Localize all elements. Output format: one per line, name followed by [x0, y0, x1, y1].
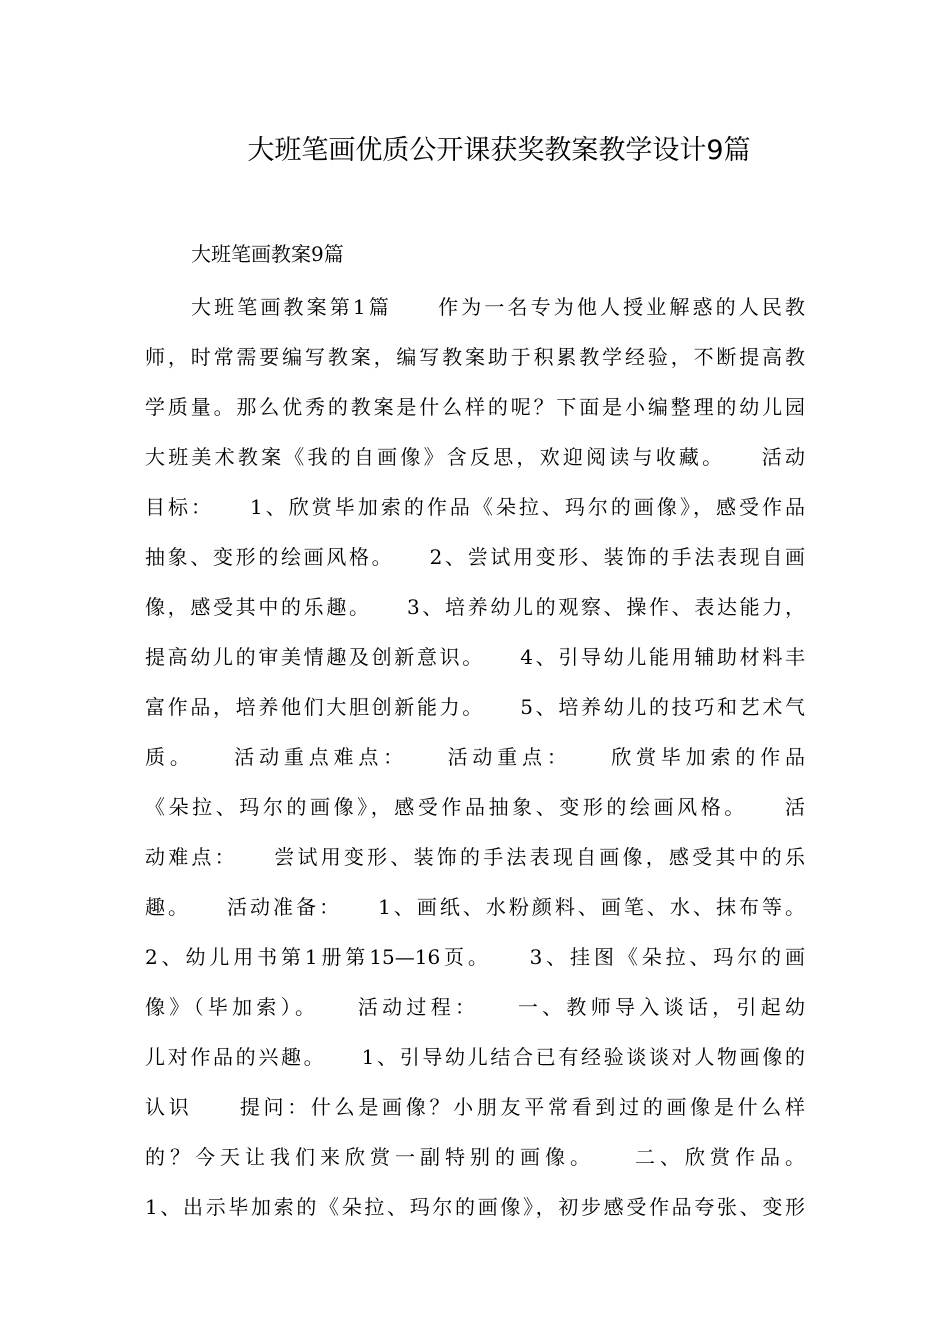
text-line: 大班美术教案《我的自画像》含反思，欢迎阅读与收藏。 活动 [145, 445, 805, 469]
section-heading: 大班笔画教案9篇 [191, 242, 344, 266]
text-line: 认识 提问：什么是画像？小朋友平常看到过的画像是什么样 [145, 1095, 805, 1119]
text-line: 目标： 1、欣赏毕加索的作品《朵拉、玛尔的画像》，感受作品 [145, 495, 805, 519]
text-line: 质。 活动重点难点： 活动重点： 欣赏毕加索的作品 [145, 745, 805, 769]
text-line: 儿对作品的兴趣。 1、引导幼儿结合已有经验谈谈对人物画像的 [145, 1045, 805, 1069]
text-line: 学质量。那么优秀的教案是什么样的呢？下面是小编整理的幼儿园 [145, 395, 805, 419]
text-line: 动难点： 尝试用变形、装饰的手法表现自画像，感受其中的乐 [145, 845, 805, 869]
text-line: 像，感受其中的乐趣。 3、培养幼儿的观察、操作、表达能力， [145, 595, 805, 619]
text-line: 富作品，培养他们大胆创新能力。 5、培养幼儿的技巧和艺术气 [145, 695, 805, 719]
document-title: 大班笔画优质公开课获奖教案教学设计9篇 [247, 135, 751, 166]
text-line: 抽象、变形的绘画风格。 2、尝试用变形、装饰的手法表现自画 [145, 545, 805, 569]
text-line: 1、出示毕加索的《朵拉、玛尔的画像》，初步感受作品夸张、变形 [145, 1195, 805, 1219]
text-line: 像》（毕加索）。 活动过程： 一、教师导入谈话，引起幼 [145, 995, 805, 1019]
text-line: 趣。 活动准备： 1、画纸、水粉颜料、画笔、水、抹布等。 [145, 895, 805, 919]
text-line: 师，时常需要编写教案，编写教案助于积累教学经验，不断提高教 [145, 345, 805, 369]
text-line: 提高幼儿的审美情趣及创新意识。 4、引导幼儿能用辅助材料丰 [145, 645, 805, 669]
text-line: 《朵拉、玛尔的画像》，感受作品抽象、变形的绘画风格。 活 [145, 795, 805, 819]
text-line: 的？今天让我们来欣赏一副特别的画像。 二、欣赏作品。 [145, 1145, 805, 1169]
body-text [145, 282, 805, 1232]
text-line: 大班笔画教案第1篇 作为一名专为他人授业解惑的人民教 [191, 295, 805, 319]
text-line: 2、幼儿用书第1册第15—16页。 3、挂图《朵拉、玛尔的画 [145, 945, 805, 969]
